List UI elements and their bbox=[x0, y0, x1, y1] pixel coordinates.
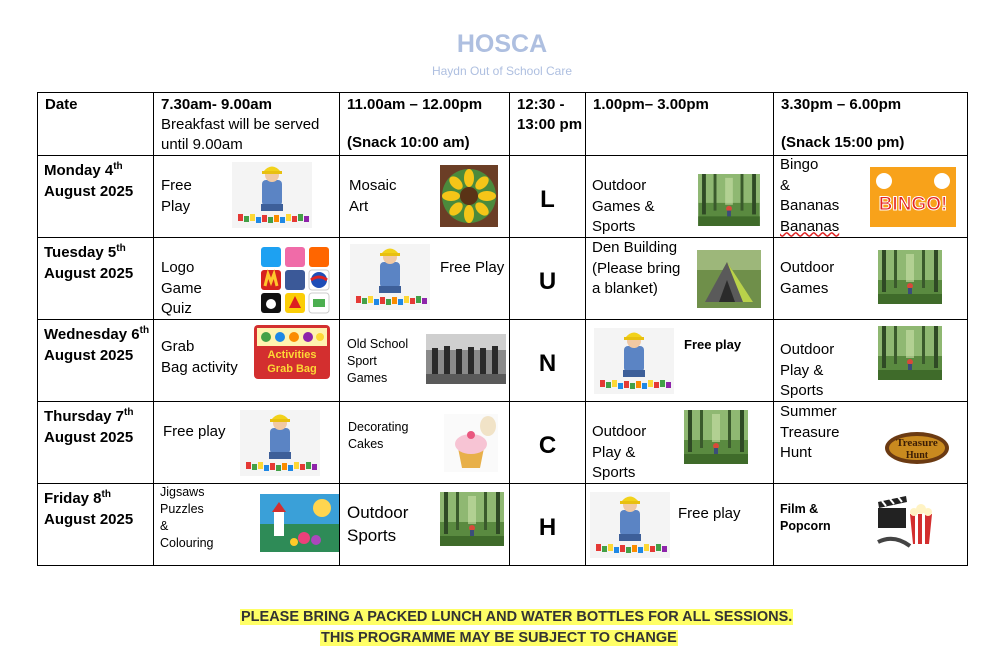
forest-image bbox=[684, 410, 748, 464]
schedule-table bbox=[37, 92, 968, 566]
treasure-hunt-image bbox=[882, 418, 952, 472]
activity-cell: Outdoor Play & Sports bbox=[586, 402, 774, 484]
child-blocks-image bbox=[590, 492, 670, 558]
schedule-row-thursday bbox=[38, 402, 968, 484]
day-cell: Monday 4th August 2025 bbox=[38, 156, 154, 238]
activity-cell: Den Building (Please bring a blanket) bbox=[586, 238, 774, 320]
activity-cell: Outdoor Games bbox=[774, 238, 968, 320]
forest-image bbox=[697, 174, 761, 226]
activity-cell: Outdoor Sports bbox=[340, 484, 510, 566]
child-blocks-image bbox=[350, 244, 430, 310]
activity-cell: Jigsaws Puzzles & Colouring bbox=[154, 484, 340, 566]
schedule-row-friday bbox=[38, 484, 968, 566]
lunch-cell bbox=[510, 156, 586, 238]
activity-cell: Logo Game Quiz bbox=[154, 238, 340, 320]
header-breakfast: 7.30am- 9.00am Breakfast will be served until 9.00am bbox=[154, 93, 340, 156]
activity-cell: Outdoor Games & Sports bbox=[586, 156, 774, 238]
header-date: Date bbox=[38, 93, 154, 156]
svg-text:BINGO!: BINGO! bbox=[878, 194, 948, 215]
svg-text:Grab Bag: Grab Bag bbox=[267, 363, 317, 375]
cupcakes-image bbox=[444, 414, 498, 472]
footer-packed-lunch-notice: PLEASE BRING A PACKED LUNCH AND WATER BOTTLES FOR ALL SESSIONS. bbox=[241, 609, 793, 625]
schedule-row-monday bbox=[38, 156, 968, 238]
header-afternoon: 1.00pm– 3.00pm bbox=[586, 93, 774, 156]
lunch-letter: L bbox=[540, 186, 555, 213]
activity-cell: Bingo & Bananas Bananas BINGO! bbox=[774, 156, 968, 238]
header-morning: 11.00am – 12.00pm (Snack 10:00 am) bbox=[340, 93, 510, 156]
lunch-cell bbox=[510, 402, 586, 484]
film-popcorn-image bbox=[874, 492, 938, 552]
day-cell: Thursday 7th August 2025 bbox=[38, 402, 154, 484]
child-blocks-image bbox=[232, 162, 312, 228]
activity-cell: Summer Treasure Hunt Treasure Hunt bbox=[774, 402, 968, 484]
header-evening: 3.30pm – 6.00pm (Snack 15:00 pm) bbox=[774, 93, 968, 156]
schedule-row-wednesday bbox=[38, 320, 968, 402]
sunflower-mosaic-image bbox=[440, 165, 498, 227]
child-blocks-image bbox=[594, 328, 674, 394]
lunch-letter: C bbox=[538, 432, 557, 459]
activity-cell: Free Play bbox=[154, 156, 340, 238]
forest-image bbox=[440, 492, 504, 546]
child-blocks-image bbox=[240, 410, 320, 476]
jigsaw-puzzle-image bbox=[260, 494, 340, 552]
lunch-letter: U bbox=[538, 268, 557, 295]
activity-cell: Free play bbox=[586, 320, 774, 402]
activity-cell: Free play bbox=[154, 402, 340, 484]
svg-text:Activities: Activities bbox=[267, 349, 317, 361]
svg-text:Hunt: Hunt bbox=[905, 450, 929, 461]
schedule-row-tuesday bbox=[38, 238, 968, 320]
activity-cell: Free Play bbox=[340, 238, 510, 320]
activity-cell: Free play bbox=[586, 484, 774, 566]
page-subtitle: Haydn Out of School Care bbox=[431, 64, 573, 78]
day-cell: Wednesday 6th August 2025 bbox=[38, 320, 154, 402]
old-school-sport-image bbox=[426, 334, 506, 384]
activity-cell: Film & Popcorn bbox=[774, 484, 968, 566]
lunch-letter: N bbox=[538, 350, 557, 377]
day-cell: Friday 8th August 2025 bbox=[38, 484, 154, 566]
page-title: HOSCA bbox=[456, 30, 548, 58]
footer-change-notice: THIS PROGRAMME MAY BE SUBJECT TO CHANGE bbox=[321, 630, 677, 646]
day-cell: Tuesday 5th August 2025 bbox=[38, 238, 154, 320]
activity-cell: Grab Bag activity Activities Grab Bag bbox=[154, 320, 340, 402]
forest-image bbox=[878, 326, 942, 380]
lunch-cell bbox=[510, 238, 586, 320]
activity-cell: Outdoor Play & Sports bbox=[774, 320, 968, 402]
forest-image bbox=[878, 250, 942, 304]
activity-cell: Old School Sport Games bbox=[340, 320, 510, 402]
logos-image bbox=[260, 246, 330, 314]
lunch-cell bbox=[510, 484, 586, 566]
activity-cell: Decorating Cakes bbox=[340, 402, 510, 484]
lunch-letter: H bbox=[538, 514, 557, 541]
lunch-cell bbox=[510, 320, 586, 402]
header-lunch: 12:30 - 13:00 pm bbox=[510, 93, 586, 156]
activity-cell: Mosaic Art bbox=[340, 156, 510, 238]
den-building-image bbox=[697, 250, 761, 308]
header-row bbox=[38, 93, 968, 156]
bingo-image bbox=[870, 167, 956, 227]
svg-text:Treasure: Treasure bbox=[896, 437, 938, 449]
grab-bag-image bbox=[254, 325, 330, 379]
